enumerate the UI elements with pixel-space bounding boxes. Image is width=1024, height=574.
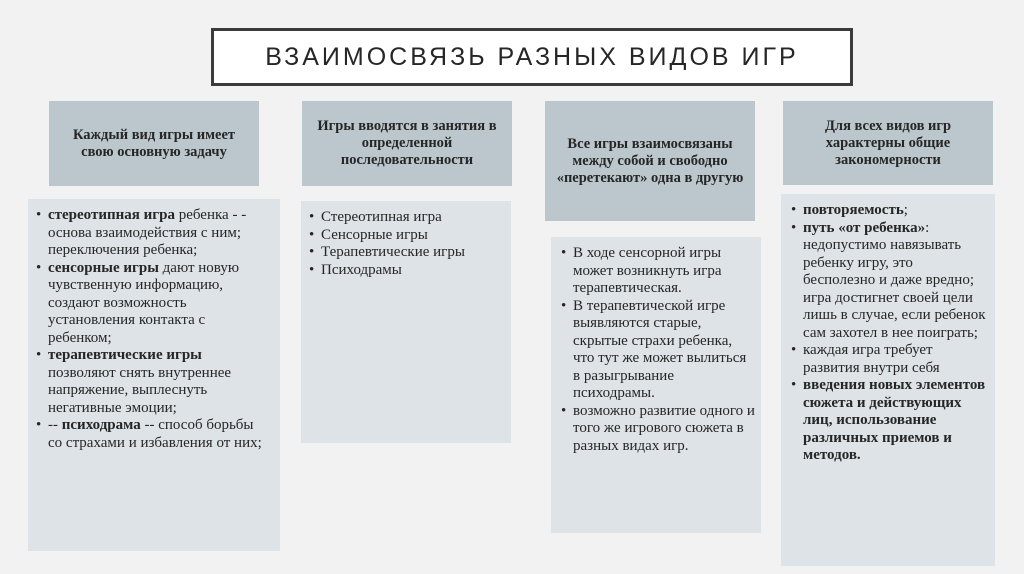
column-2-body [301,201,511,443]
list-item: • путь «от ребенка»: недопустимо навязывать ребенку игру, это бесполезно и даже вредно; игра достигнет своей цели лишь в случае, если ребенок сам захотел в нее поиграть; [791,220,987,343]
column-3-body [551,237,761,533]
list-item: • сенсорные игры дают новую чувственную информацию, создают возможность установления контакта с ребенком; [36,260,270,348]
column-4-header-text: Для всех видов игр характерны общие закономерности [824,117,952,168]
column-2-header-text: Игры вводятся в занятия в определенной последовательности [317,118,497,168]
title-box [211,28,853,86]
column-4-list [791,202,987,465]
column-1-header [49,101,259,186]
list-item: • -- психодрама -- способ борьбы со страхами и избавления от них; [36,417,270,452]
column-4-header [783,101,993,185]
list-item: • Сенсорные игры [309,227,505,245]
column-3-header [545,101,755,221]
column-2-list [309,209,505,279]
list-item: • возможно развитие одного и того же игрового сюжета в разных видах игр. [561,403,755,456]
list-item: • терапевтические игры позволяют снять внутреннее напряжение, выплеснуть негативные эмоции; [36,347,270,417]
list-item: • Терапевтические игры [309,244,505,262]
list-item: • В ходе сенсорной игры может возникнуть игра терапевтическая. [561,245,755,298]
list-item: • Психодрамы [309,262,505,280]
list-item: • каждая игра требует развития внутри себя [791,342,987,377]
column-1-list [36,207,270,452]
page-title: ВЗАИМОСВЯЗЬ РАЗНЫХ ВИДОВ ИГР [265,42,799,71]
column-2-header [302,101,512,186]
list-item: • Стереотипная игра [309,209,505,227]
list-item: • стереотипная игра ребенка - - основа взаимодействия с ним; переключения ребенка; [36,207,270,260]
column-4-body [781,194,995,566]
column-1-header-text: Каждый вид игры имеет свою основную задачу [72,126,236,160]
column-3-header-text: Все игры взаимосвязаны между собой и свободно «перетекают» одна в другую [556,135,744,186]
list-item: • повторяемость; [791,202,987,220]
list-item: • введения новых элементов сюжета и действующих лиц, использование различных приемов и методов. [791,377,987,465]
column-1-body [28,199,280,551]
column-3-list [561,245,755,455]
list-item: • В терапевтической игре выявляются старые, скрытые страхи ребенка, что тут же может вылиться в разыгрывание психодрамы. [561,298,755,403]
